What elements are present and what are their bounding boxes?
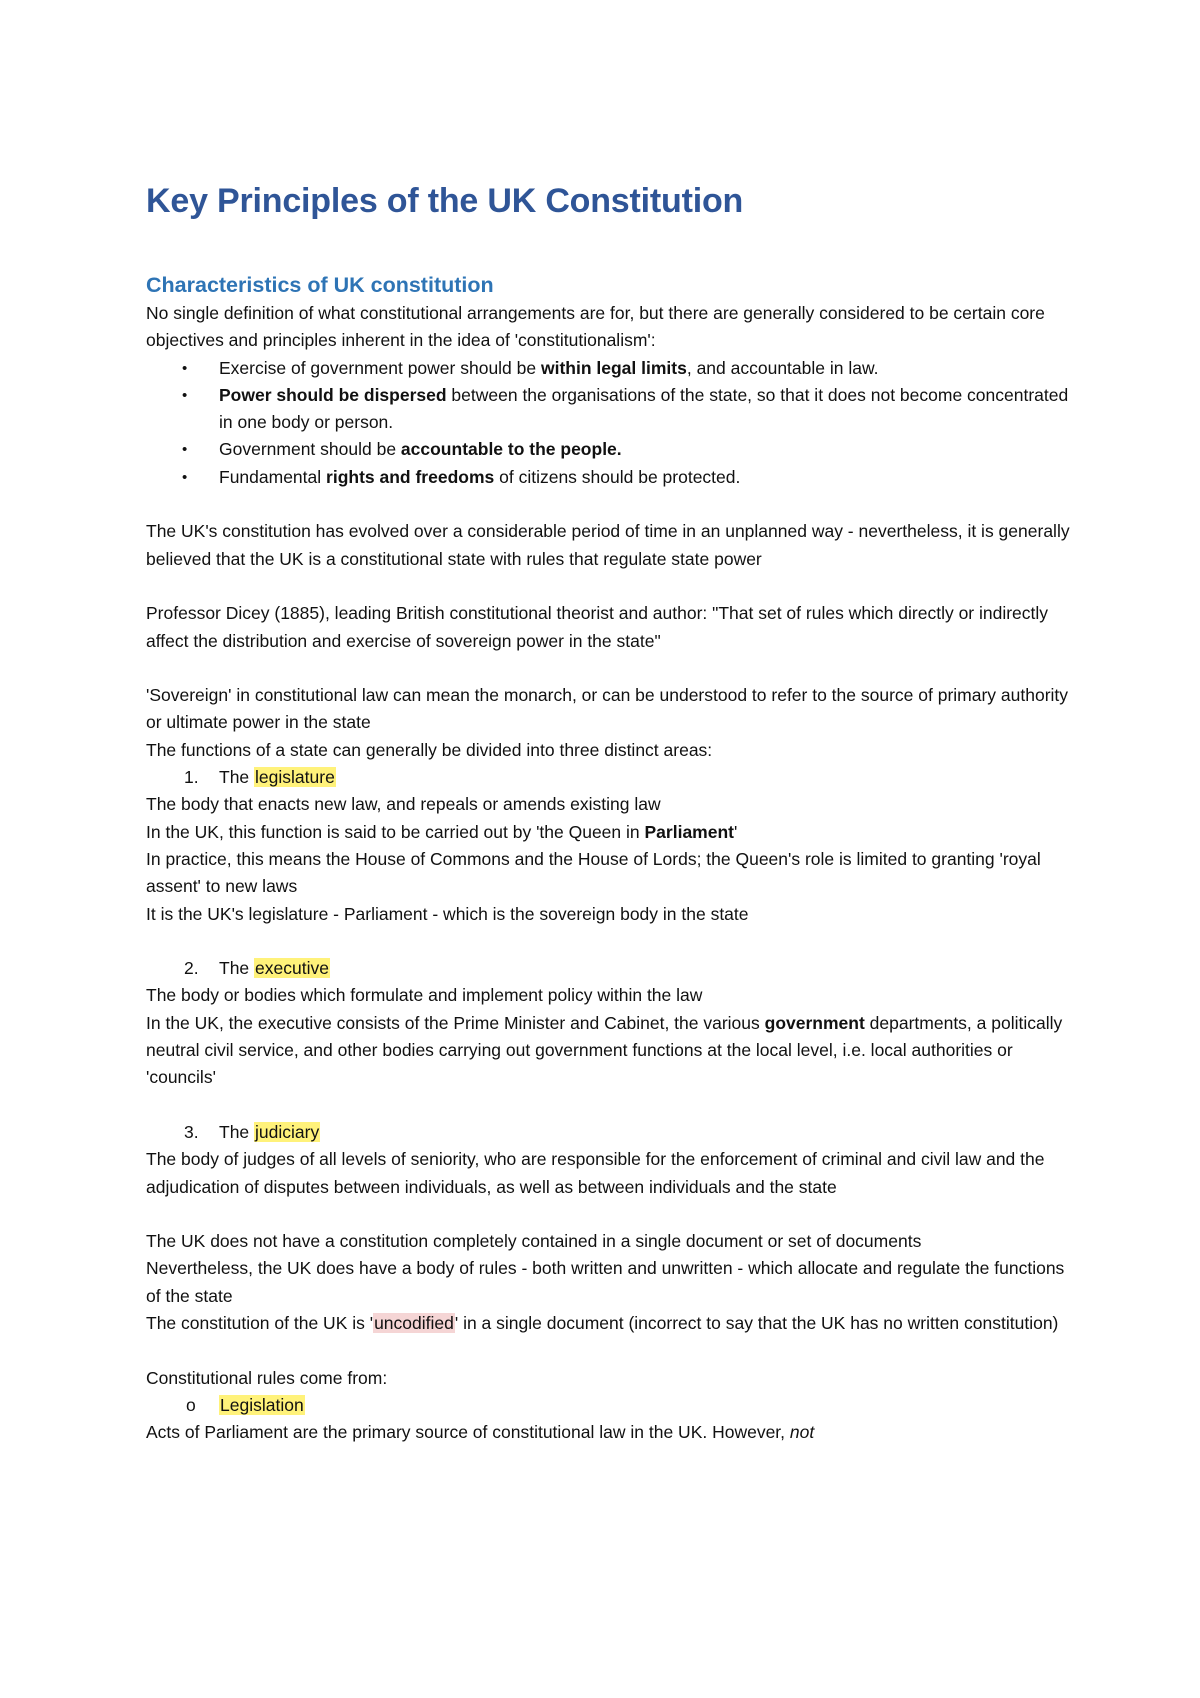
list-item: • Exercise of government power should be within legal limits, and accountable in law. <box>146 355 1081 382</box>
executive-line: In the UK, the executive consists of the Prime Minister and Cabinet, the various government departments, a politically neutral civil service, and other bodies carrying out government functions at the local level, i.e. local authorities or 'councils' <box>146 1012 1063 1088</box>
bullet-icon: • <box>182 386 188 404</box>
sources-line: Acts of Parliament are the primary source of constitutional law in the UK. However, not <box>146 1422 815 1443</box>
sources-intro: Constitutional rules come from: <box>146 1367 388 1388</box>
judiciary-line: The body of judges of all levels of seniority, who are responsible for the enforcement of criminal and civil law and the adjudication of disputes between individuals, as well as between individuals and the state <box>146 1149 1045 1197</box>
principles-list <box>146 355 1081 491</box>
functions-paragraph: The functions of a state can generally be divided into three distinct areas: <box>146 739 713 760</box>
highlight: uncodified <box>374 1312 454 1333</box>
intro-paragraph: No single definition of what constitutional arrangements are for, but there are generally considered to be certain core objectives and principles inherent in the idea of 'constitutionalism': <box>146 303 1045 351</box>
codified-line: The constitution of the UK is 'uncodified' in a single document (incorrect to say that the UK has no written constitution) <box>146 1312 1059 1333</box>
legislature-line: It is the UK's legislature - Parliament - which is the sovereign body in the state <box>146 903 749 924</box>
codified-line: Nevertheless, the UK does have a body of rules - both written and unwritten - which allocate and regulate the functions of the state <box>146 1258 1065 1306</box>
executive-line: The body or bodies which formulate and implement policy within the law <box>146 985 703 1006</box>
list-item: • Government should be accountable to the people. <box>146 436 1081 463</box>
list-item: • Power should be dispersed between the organisations of the state, so that it does not become concentrated in one body or person. <box>146 382 1081 437</box>
section-heading: Characteristics of UK constitution <box>146 273 494 297</box>
codified-line: The UK does not have a constitution completely contained in a single document or set of documents <box>146 1231 922 1252</box>
evolved-paragraph: The UK's constitution has evolved over a considerable period of time in an unplanned way - nevertheless, it is generally believed that the UK is a constitutional state with rules that regulate state power <box>146 521 1070 569</box>
highlight: judiciary <box>255 1121 320 1142</box>
judiciary-item: 3. The judiciary <box>184 1121 320 1142</box>
dicey-paragraph: Professor Dicey (1885), leading British constitutional theorist and author: "That set of rules which directly or indirectly affect the distribution and exercise of sovereign power in the state" <box>146 603 1049 651</box>
circle-bullet-icon: o <box>186 1394 196 1415</box>
legislature-line: In the UK, this function is said to be carried out by 'the Queen in Parliament' <box>146 821 738 842</box>
legislature-line: In practice, this means the House of Commons and the House of Lords; the Queen's role is limited to granting 'royal assent' to new laws <box>146 848 1041 897</box>
sources-item <box>146 1392 1081 1419</box>
legislature-line: The body that enacts new law, and repeals or amends existing law <box>146 794 661 815</box>
executive-item: 2. The executive <box>184 958 329 979</box>
sovereign-paragraph: 'Sovereign' in constitutional law can mean the monarch, or can be understood to refer to the source of primary authority or ultimate power in the state <box>146 685 1069 733</box>
bullet-icon: • <box>182 359 188 377</box>
bullet-icon: • <box>182 441 188 459</box>
document-title: Key Principles of the UK Constitution <box>146 182 744 220</box>
bullet-icon: • <box>182 468 188 486</box>
highlight: legislature <box>255 767 335 788</box>
legislature-item: 1. The legislature <box>184 767 335 788</box>
list-item: • Fundamental rights and freedoms of citizens should be protected. <box>146 464 1081 491</box>
highlight: executive <box>255 958 329 979</box>
document-body <box>146 178 1081 1446</box>
highlight: Legislation <box>220 1394 304 1415</box>
